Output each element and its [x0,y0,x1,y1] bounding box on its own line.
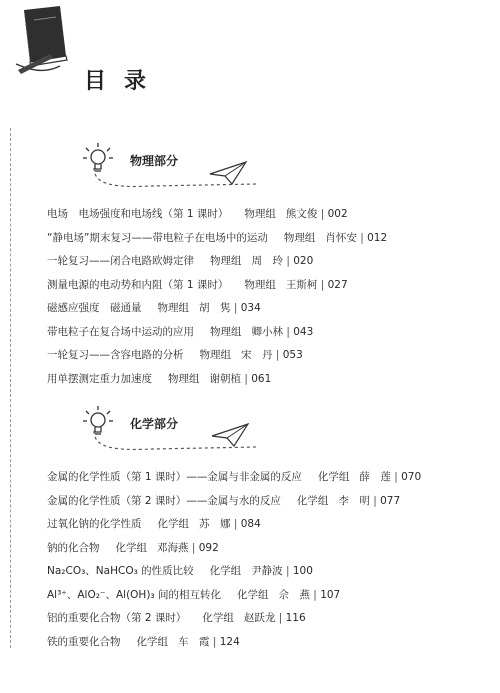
entry-title: 铁的重要化合物 [47,635,121,648]
entry-author: 肖怀安 [325,231,357,244]
entry-page: | 116 [275,612,305,624]
entry-group: 物理组 [210,255,242,267]
toc-entry[interactable] [47,513,421,537]
entry-author: 苏 娜 [199,518,231,530]
paper-plane-icon [208,160,248,186]
entry-page: | 100 [283,565,313,577]
toc-entry[interactable] [47,607,421,631]
entry-group: 物理组 [244,278,276,291]
entry-title: 一轮复习——含容电路的分析 [47,349,184,361]
entry-title: “静电场”期末复习——带电粒子在电场中的运动 [47,231,268,244]
entry-group: 化学组 [236,588,269,601]
toc-entry[interactable] [47,250,387,274]
entry-author: 薛 莲 [359,471,391,483]
entry-group: 化学组 [317,471,350,483]
entry-title: Na₂CO₃、NaHCO₃ 的性质比较 [47,565,194,577]
page-title: 目录 [84,69,165,94]
entry-author: 邓海燕 [157,541,189,554]
entry-page: | 061 [241,373,271,385]
toc-entry[interactable] [47,584,421,608]
entry-title: 一轮复习——闭合电路欧姆定律 [47,255,194,267]
entry-group: 化学组 [157,518,189,530]
section-title-chemistry: 化学部分 [130,417,179,431]
entry-title: 过氧化钠的化学性质 [47,518,142,530]
entry-page: | 124 [210,636,240,648]
entry-title: 铝的重要化合物（第 2 课时） [47,612,187,624]
entry-title: 金属的化学性质（第 1 课时）——金属与非金属的反应 [47,471,302,483]
entry-author: 谢朝植 [209,372,241,385]
entry-group: 物理组 [157,302,189,314]
toc-entry[interactable] [47,490,421,514]
entry-page: | 092 [189,542,219,554]
entry-title: 钠的化合物 [47,541,100,554]
entry-group: 物理组 [210,325,242,338]
entry-author: 尹静波 [251,565,283,577]
entry-author: 卿小林 [251,325,283,338]
toc-entry[interactable] [47,203,387,227]
entry-group: 化学组 [209,565,242,577]
entry-title: 测量电源的电动势和内阻（第 1 课时） [47,278,229,291]
entry-page: | 077 [370,495,400,507]
toc-entry[interactable] [47,227,387,251]
entry-page: | 070 [391,471,421,483]
toc-entry[interactable] [47,466,421,490]
toc-entry[interactable] [47,297,387,321]
paper-plane-icon [210,422,250,448]
entry-group: 物理组 [199,349,231,361]
entry-page: | 002 [317,208,347,220]
entry-title: Al³⁺、AlO₂⁻、Al(OH)₃ 间的相互转化 [47,588,221,601]
entry-group: 物理组 [168,372,200,385]
entry-author: 胡 隽 [199,302,231,314]
entry-title: 带电粒子在复合场中运动的应用 [47,325,194,338]
entry-title: 磁感应强度 磁通量 [47,302,142,314]
entry-author: 熊文俊 [285,208,318,220]
entry-author: 周 玲 [251,255,283,267]
entry-group: 化学组 [115,541,147,554]
entry-title: 用单摆测定重力加速度 [47,372,152,385]
entry-group: 物理组 [283,231,316,244]
entry-author: 车 霞 [178,635,210,648]
book-icon [10,4,74,80]
entry-author: 赵跃龙 [243,612,276,624]
entry-author: 李 明 [338,494,370,507]
section-title-physics: 物理部分 [130,154,179,168]
toc-entry[interactable] [47,631,421,655]
entry-title: 金属的化学性质（第 2 课时）——金属与水的反应 [47,494,281,507]
entry-page: | 020 [283,255,313,267]
toc-list-chemistry [47,466,421,654]
entry-group: 物理组 [244,208,276,220]
toc-entry[interactable] [47,560,421,584]
entry-page: | 012 [357,232,387,244]
toc-entry[interactable] [47,537,421,561]
toc-list-physics [47,203,387,391]
entry-page: | 107 [310,589,340,601]
toc-entry[interactable] [47,321,387,345]
entry-author: 宋 丹 [241,349,273,361]
margin-dashed-line [10,128,11,648]
entry-title: 电场 电场强度和电场线（第 1 课时） [47,208,229,220]
entry-group: 化学组 [202,612,234,624]
entry-author: 王斯柯 [285,278,318,291]
entry-group: 化学组 [296,494,329,507]
entry-page: | 084 [231,518,261,530]
entry-page: | 043 [283,326,313,338]
toc-entry[interactable] [47,344,387,368]
entry-author: 佘 燕 [278,588,310,601]
entry-page: | 053 [273,349,303,361]
entry-group: 化学组 [136,635,168,648]
entry-page: | 027 [317,279,347,291]
entry-page: | 034 [231,302,261,314]
toc-entry[interactable] [47,368,387,392]
toc-entry[interactable] [47,274,387,298]
